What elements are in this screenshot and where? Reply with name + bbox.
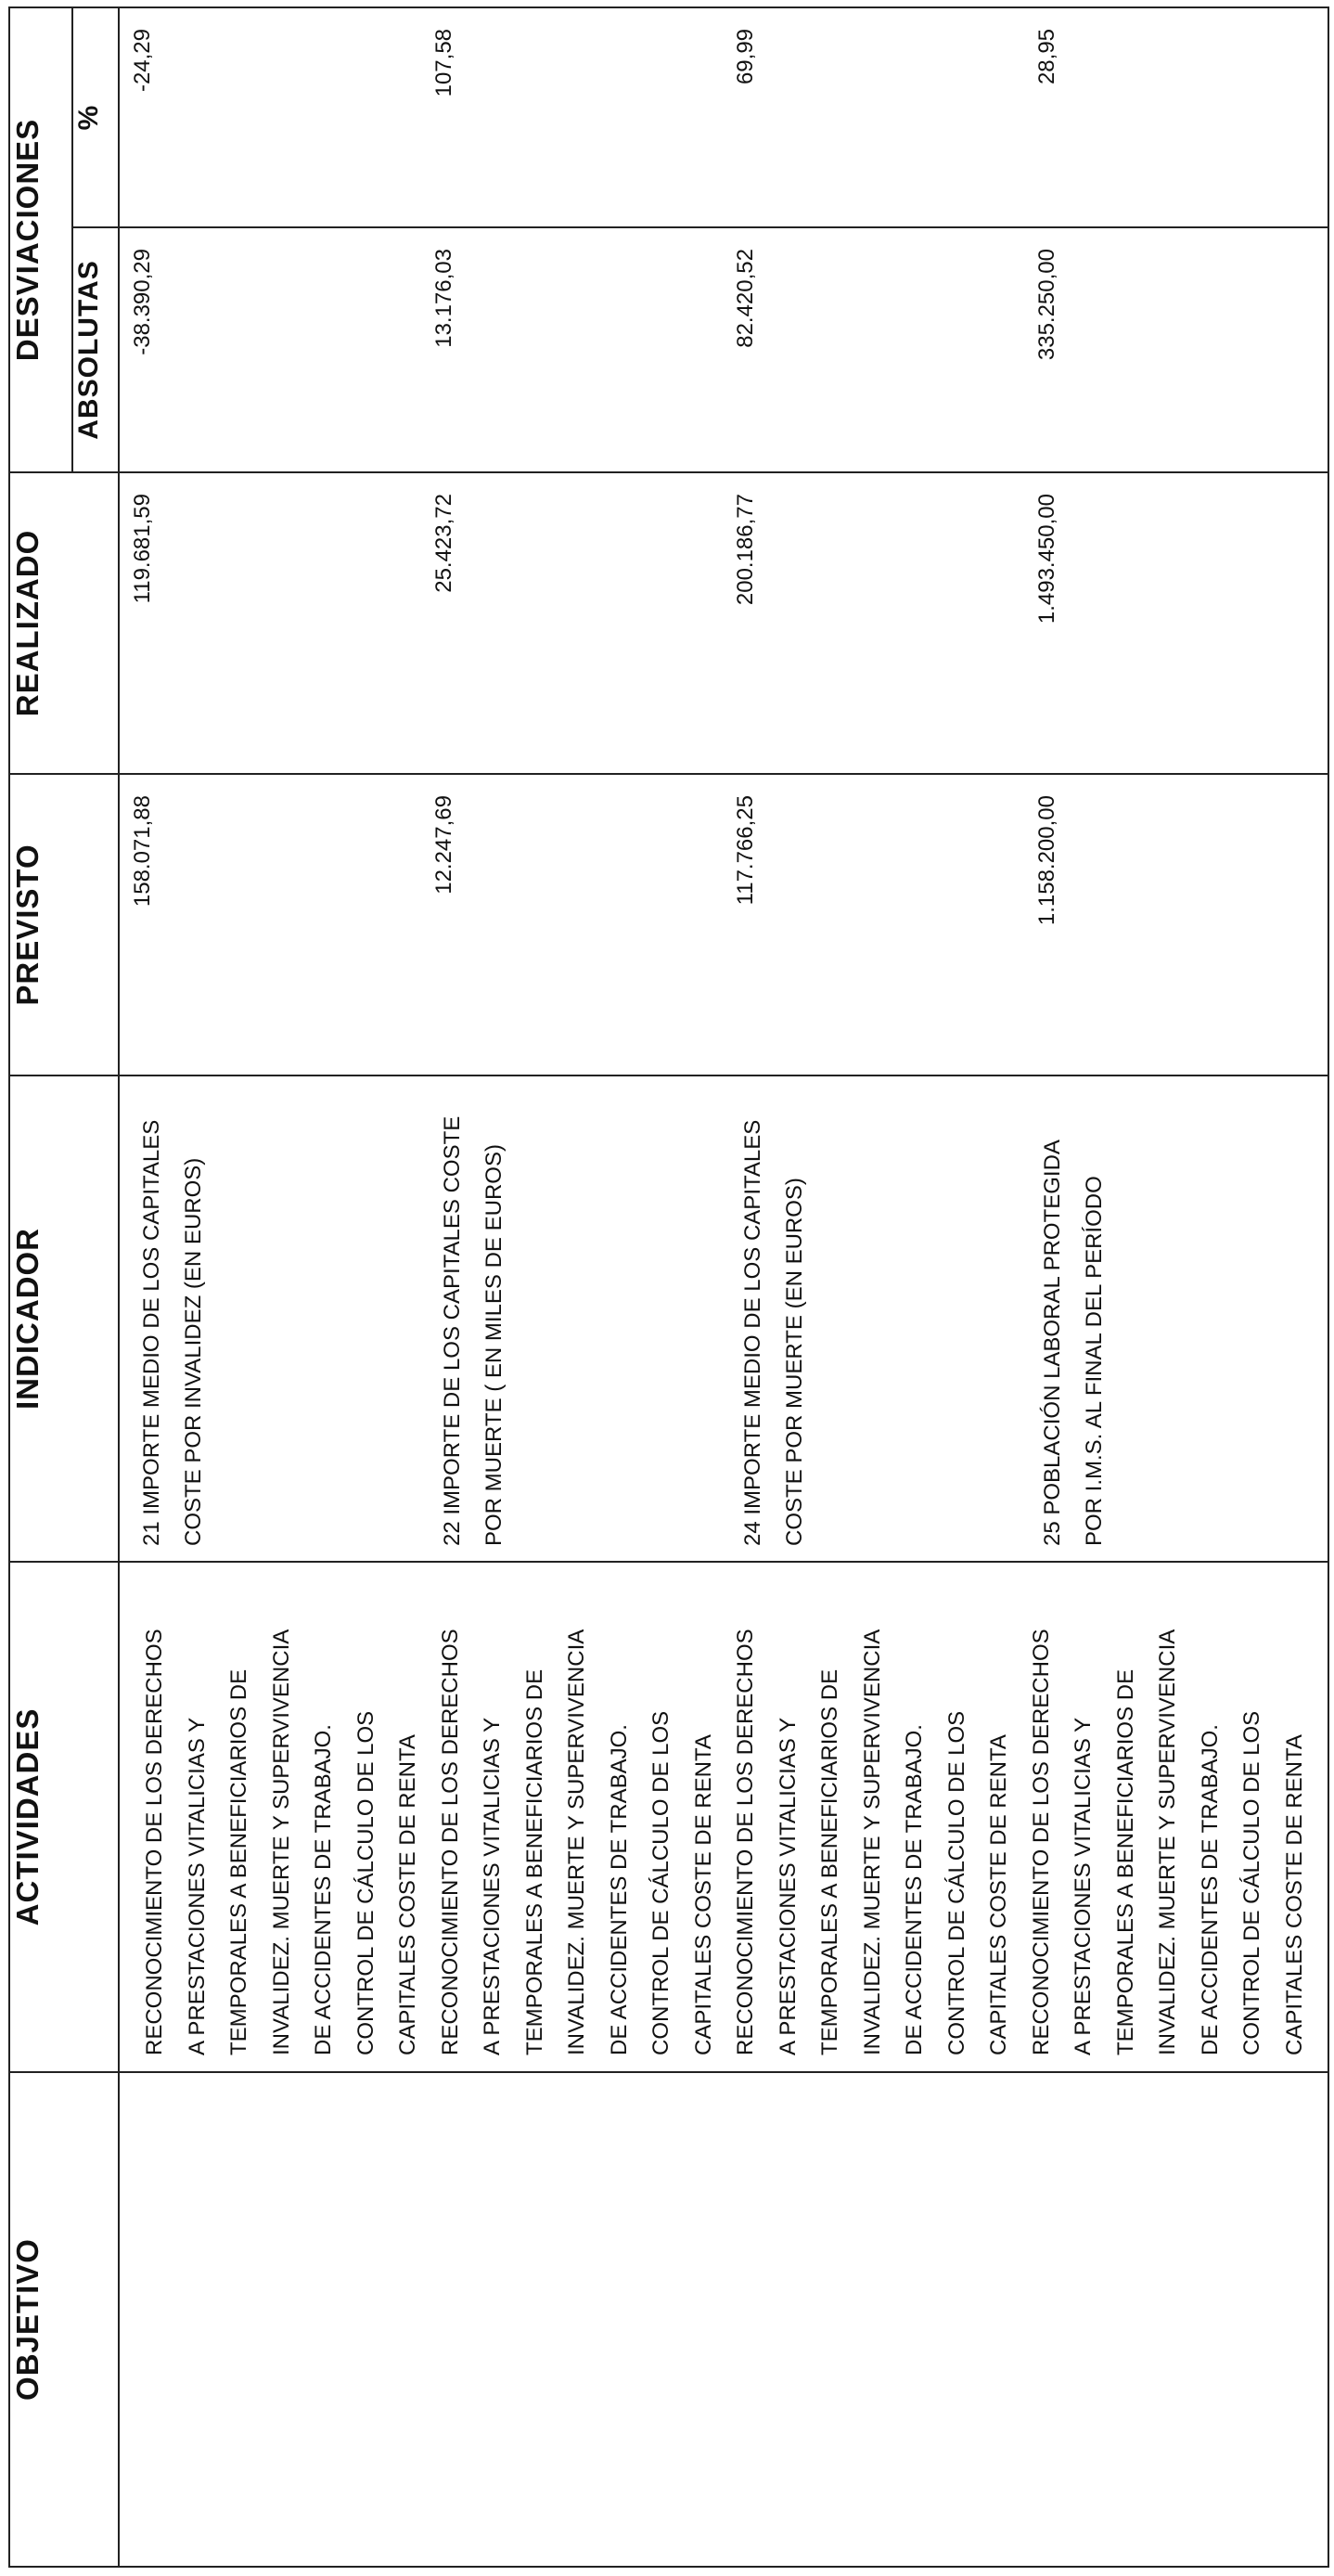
body-row [119,7,1328,2567]
indicador-item [1032,1140,1115,1546]
previsto-value: 158.071,88 [130,795,155,908]
actividad-line: CAPITALES COSTE DE RENTA [690,1734,716,2055]
header-objetivo: OBJETIVO [9,2072,119,2567]
actividad-line: RECONOCIMIENTO DE LOS DERECHOS [733,1629,758,2055]
previsto-value: 12.247,69 [431,795,456,895]
header-desviaciones: DESVIACIONES [9,7,72,472]
indicador-line: POR I.M.S. AL FINAL DEL PERÍODO [1082,1176,1107,1546]
indicador-line: 21 IMPORTE MEDIO DE LOS CAPITALES [139,1119,164,1546]
absolutas-cell [119,227,1328,472]
indicador-line: 24 IMPORTE MEDIO DE LOS CAPITALES [740,1119,765,1546]
actividad-line: A PRESTACIONES VITALICIAS Y [480,1717,505,2055]
actividad-line: CAPITALES COSTE DE RENTA [395,1734,420,2055]
indicador-line: COSTE POR MUERTE (EN EUROS) [782,1178,807,1546]
indicador-cell [119,1075,1328,1562]
indicador-line: 22 IMPORTE DE LOS CAPITALES COSTE [440,1115,465,1546]
rotated-table-container [8,8,1326,2568]
actividad-line: CAPITALES COSTE DE RENTA [986,1734,1011,2055]
porcentaje-value: 69,99 [733,28,758,85]
realizado-values [120,473,1328,773]
objectives-table [8,6,1329,2568]
previsto-value: 1.158.200,00 [1034,795,1059,926]
porcentaje-value: 107,58 [431,28,456,97]
actividad-line: DE ACCIDENTES DE TRABAJO. [902,1724,927,2055]
previsto-cell [119,774,1328,1075]
actividad-line: INVALIDEZ. MUERTE Y SUPERVIVENCIA [1155,1629,1180,2055]
absolutas-values [120,228,1328,471]
actividad-line: RECONOCIMIENTO DE LOS DERECHOS [142,1629,167,2055]
actividad-line: CAPITALES COSTE DE RENTA [1281,1734,1307,2055]
actividad-line: INVALIDEZ. MUERTE Y SUPERVIVENCIA [859,1629,885,2055]
actividad-line: TEMPORALES A BENEFICIARIOS DE [521,1668,547,2055]
actividad-line: INVALIDEZ. MUERTE Y SUPERVIVENCIA [564,1629,589,2055]
actividad-line: A PRESTACIONES VITALICIAS Y [1071,1717,1096,2055]
actividad-block [1020,1563,1316,2055]
actividad-line: RECONOCIMIENTO DE LOS DERECHOS [437,1629,463,2055]
absolutas-value: -38.390,29 [130,249,155,355]
porcentaje-cell [119,7,1328,227]
realizado-value: 1.493.450,00 [1034,494,1059,625]
indicador-item [431,1116,515,1546]
porcentaje-values [120,8,1328,226]
realizado-value: 119.681,59 [130,494,155,604]
actividad-block [725,1563,1020,2055]
indicador-list [120,1076,1328,1561]
absolutas-value: 335.250,00 [1034,249,1059,361]
actividad-block [430,1563,725,2055]
previsto-value: 117.766,25 [733,795,758,906]
actividad-line: TEMPORALES A BENEFICIARIOS DE [817,1668,842,2055]
actividad-line: CONTROL DE CÁLCULO DE LOS [943,1710,969,2055]
absolutas-value: 82.420,52 [733,249,758,348]
actividad-line: TEMPORALES A BENEFICIARIOS DE [226,1668,251,2055]
actividad-line: DE ACCIDENTES DE TRABAJO. [1197,1724,1223,2055]
realizado-value: 200.186,77 [733,494,758,606]
actividad-line: CONTROL DE CÁLCULO DE LOS [353,1710,378,2055]
realizado-value: 25.423,72 [431,494,456,593]
absolutas-value: 13.176,03 [431,249,456,348]
actividad-line: A PRESTACIONES VITALICIAS Y [184,1717,210,2055]
header-previsto: PREVISTO [9,774,119,1075]
actividad-line: TEMPORALES A BENEFICIARIOS DE [1112,1668,1138,2055]
actividad-block [134,1563,430,2055]
header-row [9,7,72,2567]
header-actividades: ACTIVIDADES [9,1562,119,2072]
porcentaje-value: 28,95 [1034,28,1059,85]
actividades-list [120,1563,1315,2071]
header-absolutas: ABSOLUTAS [72,227,119,472]
header-porcentaje: % [72,7,119,227]
actividad-line: A PRESTACIONES VITALICIAS Y [775,1717,801,2055]
actividad-line: DE ACCIDENTES DE TRABAJO. [311,1724,336,2055]
actividades-cell [119,1562,1328,2072]
indicador-item [732,1120,815,1546]
actividad-line: RECONOCIMIENTO DE LOS DERECHOS [1028,1629,1054,2055]
header-realizado: REALIZADO [9,472,119,774]
porcentaje-value: -24,29 [130,28,155,93]
header-indicador: INDICADOR [9,1075,119,1562]
actividad-line: CONTROL DE CÁLCULO DE LOS [648,1710,673,2055]
actividad-line: INVALIDEZ. MUERTE Y SUPERVIVENCIA [268,1629,294,2055]
indicador-item [131,1120,214,1546]
indicador-line: COSTE POR INVALIDEZ (EN EUROS) [181,1157,206,1546]
indicador-line: 25 POBLACIÓN LABORAL PROTEGIDA [1040,1140,1065,1546]
objetivo-cell [119,2072,1328,2567]
actividad-line: DE ACCIDENTES DE TRABAJO. [606,1724,632,2055]
previsto-values [120,775,1328,1075]
actividad-line: CONTROL DE CÁLCULO DE LOS [1239,1710,1264,2055]
indicador-line: POR MUERTE ( EN MILES DE EUROS) [481,1144,507,1546]
realizado-cell [119,472,1328,774]
